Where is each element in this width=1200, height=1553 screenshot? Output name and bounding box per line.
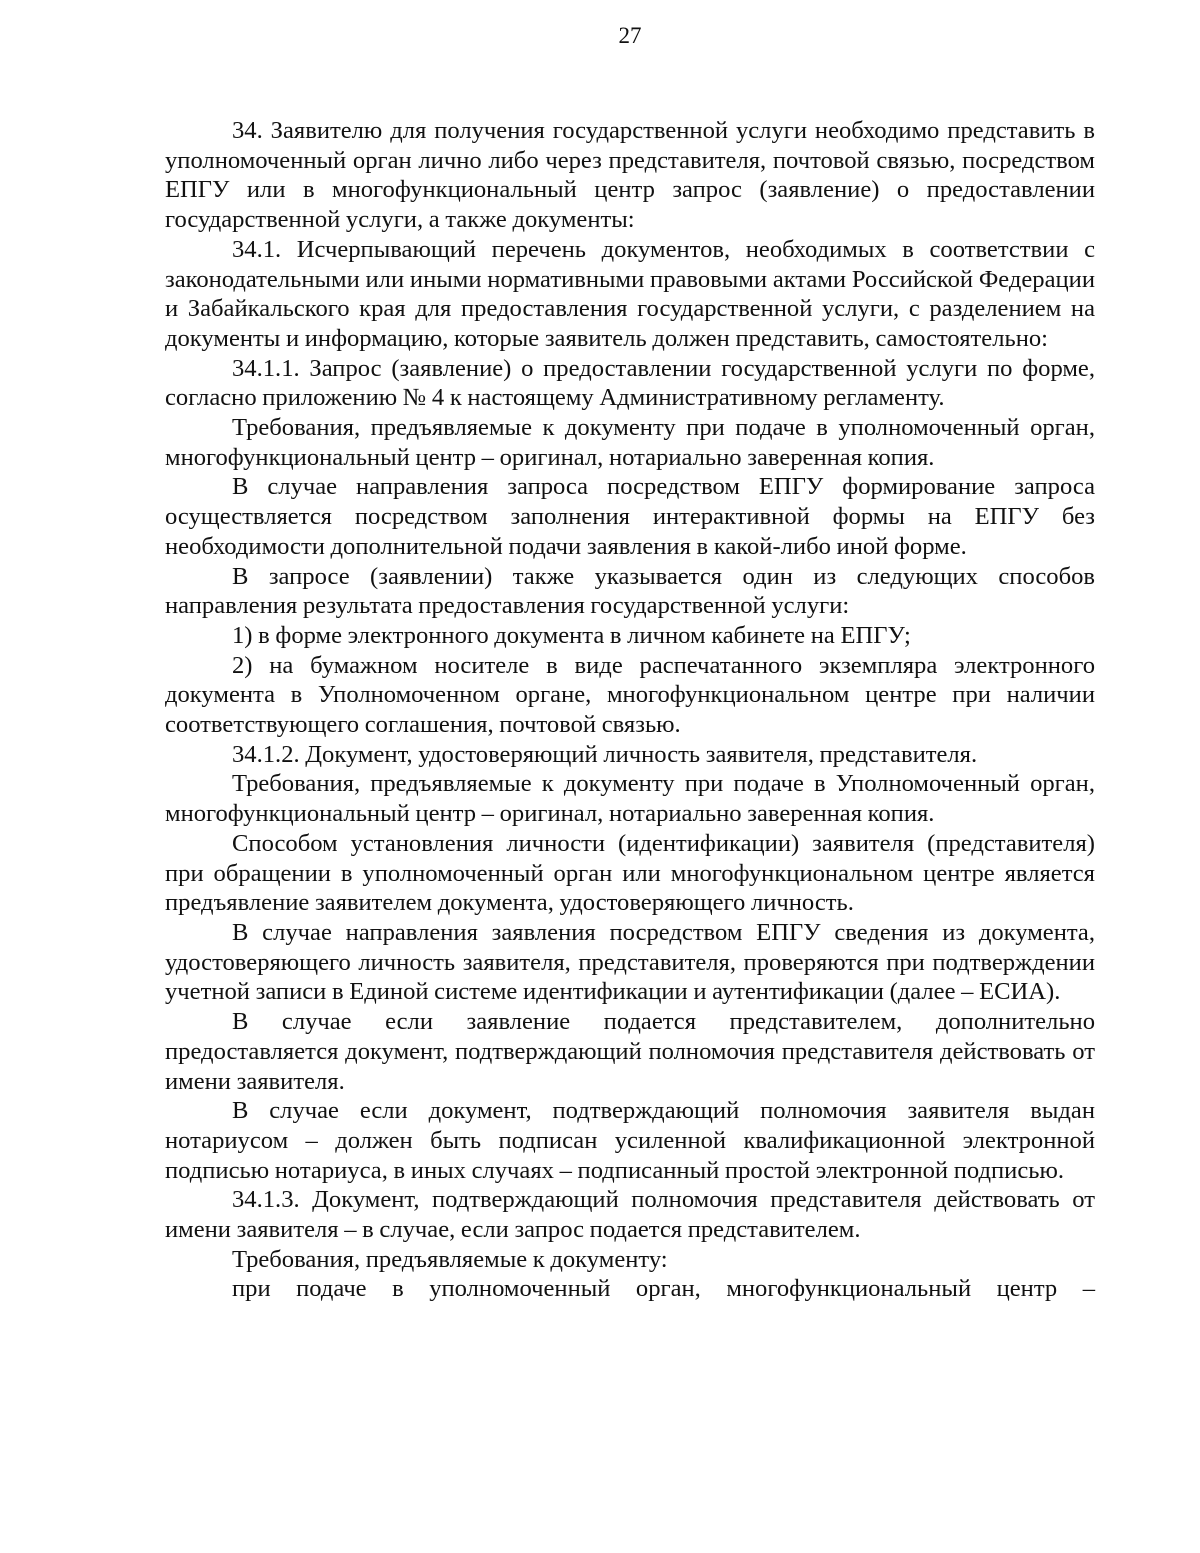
paragraph-epgu-request: В случае направления запроса посредством ЕПГУ формирование запроса осуществляется посредством заполнения интерактивной формы на ЕПГУ без необходимости дополнительной подачи заявления в какой-либо иной форме. — [165, 473, 1095, 560]
list-item-electronic: 1) в форме электронного документа в личном кабинете на ЕПГУ; — [232, 621, 911, 649]
paragraph-requirements-1: Требования, предъявляемые к документу при подаче в уполномоченный орган, многофункциональный центр – оригинал, нотариально заверенная копия. — [165, 414, 1095, 471]
paragraph-requirements-2: Требования, предъявляемые к документу при подаче в Уполномоченный орган, многофункциональный центр – оригинал, нотариально заверенная копия. — [165, 770, 1095, 828]
paragraph-notary: В случае если документ, подтверждающий полномочия заявителя выдан нотариусом – должен быть подписан усиленной квалификационной электронной подписью нотариуса, в иных случаях – подписанный простой электронной подписью. — [165, 1097, 1095, 1184]
paragraph-34-1-2: 34.1.2. Документ, удостоверяющий личность заявителя, представителя. — [232, 740, 978, 768]
page-number: 27 — [618, 23, 642, 48]
paragraph-esia: В случае направления заявления посредством ЕПГУ сведения из документа, удостоверяющего личность заявителя, представителя, проверяются при подтверждении учетной записи в Единой системе идентификации и аутентификации (далее – ЕСИА). — [165, 918, 1095, 1006]
paragraph-34-1-3: 34.1.3. Документ, подтверждающий полномочия представителя действовать от имени заявителя – в случае, если запрос подается представителем. — [165, 1186, 1095, 1244]
list-item-paper: 2) на бумажном носителе в виде распечатанного экземпляра электронного документа в Уполномоченном органе, многофункциональном центре при наличии соответствующего соглашения, почтовой связью. — [165, 651, 1095, 739]
paragraph-identification: Способом установления личности (идентификации) заявителя (представителя) при обращении в уполномоченный орган или многофункциональном центре является предъявление заявителем документа, удостоверяющего личность. — [165, 829, 1095, 917]
paragraph-34-1: 34.1. Исчерпывающий перечень документов, необходимых в соответствии с законодательными или иными нормативными правовыми актами Российской Федерации и Забайкальского края для предоставления государственной услуги, с разделением на документы и информацию, которые заявитель должен представить, самостоятельно: — [165, 235, 1095, 352]
paragraph-requirements-3: Требования, предъявляемые к документу: — [232, 1245, 668, 1273]
paragraph-34: 34. Заявителю для получения государственной услуги необходимо представить в уполномоченный орган лично либо через представителя, почтовой связью, посредством ЕПГУ или в многофункциональный центр запрос (заявление) о предоставлении государственной услуги, а также документы: — [165, 117, 1095, 234]
paragraph-submission: при подаче в уполномоченный орган, многофункциональный центр – — [232, 1275, 1095, 1303]
paragraph-34-1-1: 34.1.1. Запрос (заявление) о предоставлении государственной услуги по форме, согласно приложению № 4 к настоящему Административному регламенту. — [165, 354, 1095, 412]
paragraph-result-methods: В запросе (заявлении) также указывается один из следующих способов направления результата предоставления государственной услуги: — [165, 562, 1095, 620]
paragraph-representative: В случае если заявление подается представителем, дополнительно предоставляется документ, подтверждающий полномочия представителя действовать от имени заявителя. — [165, 1008, 1095, 1095]
document-body — [165, 116, 1095, 1304]
